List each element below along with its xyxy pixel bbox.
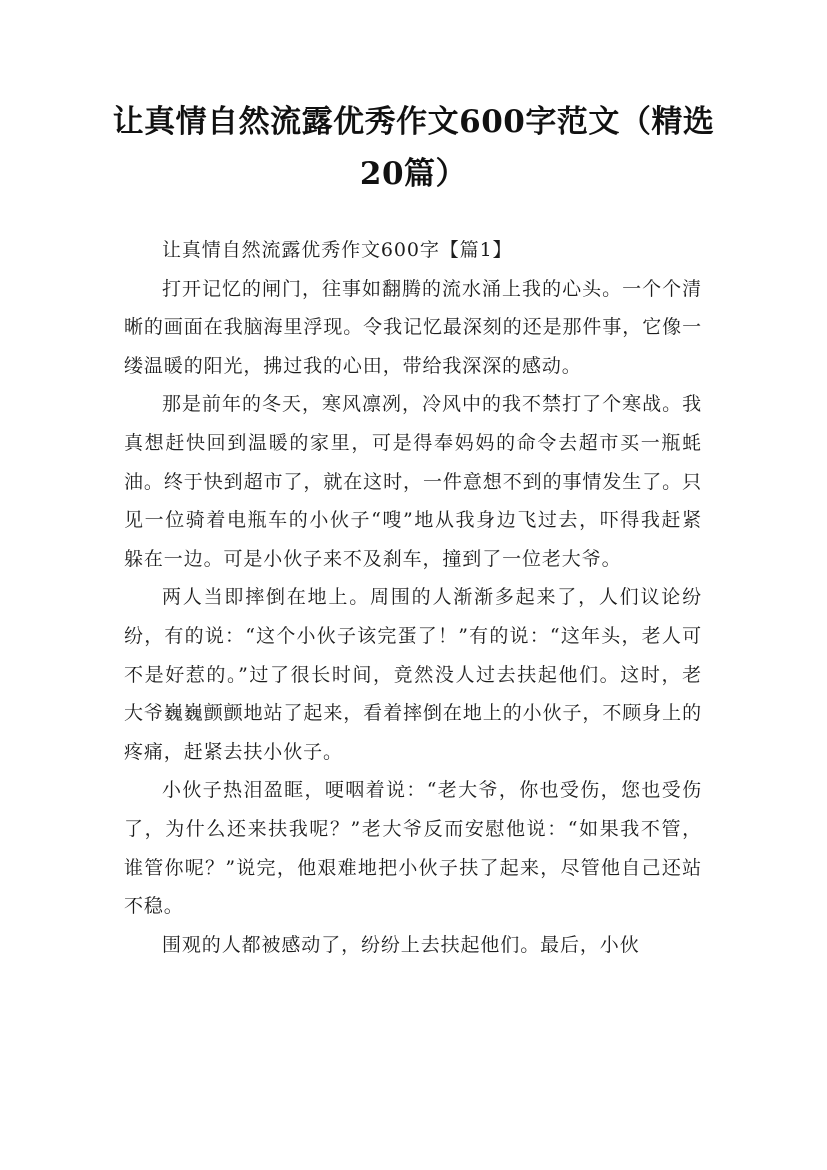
document-title: 让真情自然流露优秀作文600字范文（精选20篇） bbox=[112, 104, 715, 192]
section-heading: 让真情自然流露优秀作文600字【篇1】 bbox=[162, 239, 513, 261]
paragraph: 那是前年的冬天，寒风凛冽，冷风中的我不禁打了个寒战。我真想赶快回到温暖的家里，可是得奉妈妈的命令去超市买一瓶蚝油。终于快到超市了，就在这时，一件意想不到的事情发生了。只见一位骑着电瓶车的小伙子“嗖”地从我身边飞过去，吓得我赶紧躲在一边。可是小伙子来不及刹车，撞到了一位老大爷。 bbox=[124, 393, 702, 570]
paragraph: 小伙子热泪盈眶，哽咽着说：“老大爷，你也受伤，您也受伤了，为什么还来扶我呢？”老大爷反而安慰他说：“如果我不管，谁管你呢？”说完，他艰难地把小伙子扶了起来，尽管他自己还站不稳。 bbox=[124, 779, 702, 918]
paragraph: 两人当即摔倒在地上。周围的人渐渐多起来了，人们议论纷纷，有的说：“这个小伙子该完蛋了！”有的说：“这年头，老人可不是好惹的。”过了很长时间，竟然没人过去扶起他们。这时，老大爷巍巍颤颤地站了起来，看着摔倒在地上的小伙子，不顾身上的疼痛，赶紧去扶小伙子。 bbox=[124, 586, 702, 763]
paragraph: 打开记忆的闸门，往事如翻腾的流水涌上我的心头。一个个清晰的画面在我脑海里浮现。令我记忆最深刻的还是那件事，它像一缕温暖的阳光，拂过我的心田，带给我深深的感动。 bbox=[124, 277, 702, 377]
document-body bbox=[124, 231, 702, 964]
paragraph: 围观的人都被感动了，纷纷上去扶起他们。最后，小伙 bbox=[162, 933, 640, 956]
